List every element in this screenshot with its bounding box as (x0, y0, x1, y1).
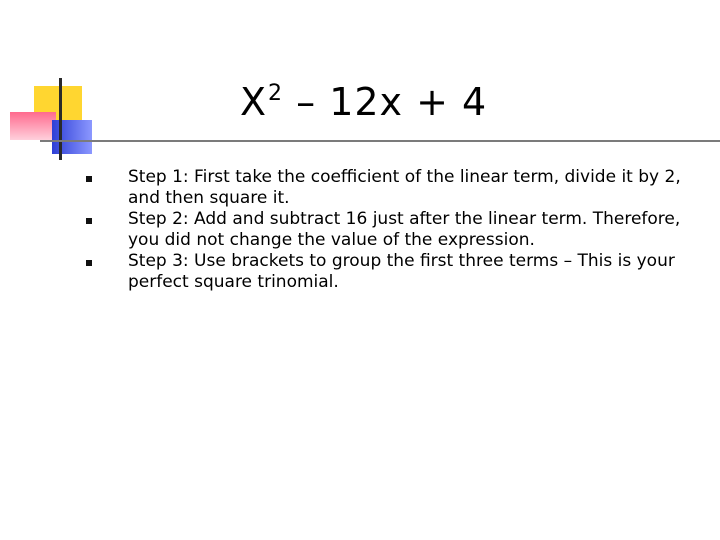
title-divider-line (40, 140, 720, 142)
title-base: X (240, 80, 268, 124)
logo-pink-bar (10, 112, 56, 140)
bullet-square-icon (86, 218, 92, 224)
slide-title (240, 80, 560, 124)
bullet-item (86, 251, 686, 293)
bullet-square-icon (86, 260, 92, 266)
bullet-text: Step 3: Use brackets to group the first three terms – This is your perfect square trinomial. (128, 251, 675, 292)
bullet-list (86, 167, 686, 293)
bullet-text: Step 1: First take the coefficient of the linear term, divide it by 2, and then square it. (128, 167, 681, 208)
bullet-text: Step 2: Add and subtract 16 just after the linear term. Therefore, you did not change the value of the expression. (128, 209, 681, 250)
title-exponent: 2 (268, 81, 284, 106)
bullet-item (86, 167, 686, 209)
bullet-square-icon (86, 176, 92, 182)
logo-blue-square (52, 120, 92, 154)
title-rest: – 12x + 4 (283, 80, 488, 124)
bullet-item (86, 209, 686, 251)
logo-vertical-line (59, 78, 62, 160)
